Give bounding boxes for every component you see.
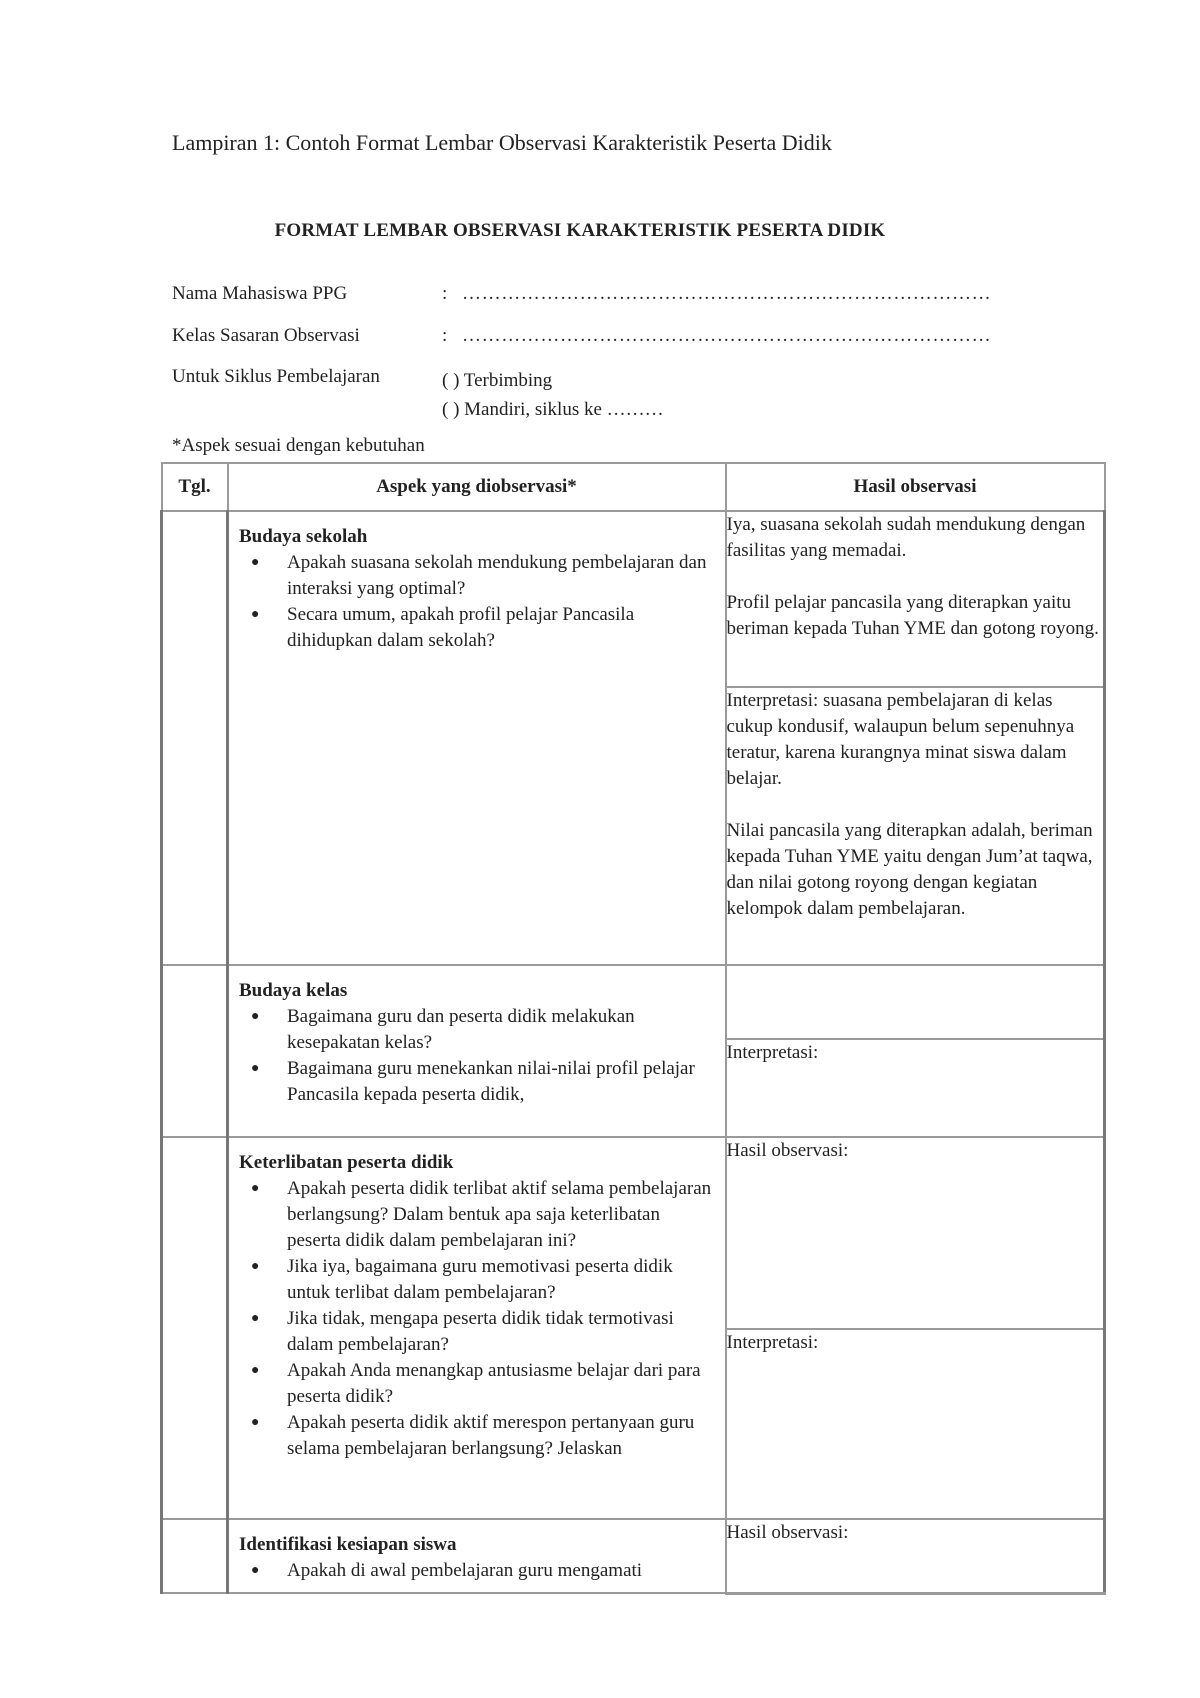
interpretation-text: Interpretasi: xyxy=(726,1332,819,1353)
column-header-hasil: Hasil observasi xyxy=(726,463,1105,511)
section-heading: Budaya kelas xyxy=(239,980,348,1001)
bullet-icon: ● xyxy=(251,1009,260,1024)
result-text: Profil pelajar pancasila yang diterapkan yaitu beriman kepada Tuhan YME dan gotong royong. xyxy=(726,592,1099,639)
result-text: Iya, suasana sekolah sudah mendukung dengan fasilitas yang memadai. xyxy=(726,514,1086,561)
result-cell xyxy=(726,1137,1105,1329)
section-heading: Keterlibatan peserta didik xyxy=(239,1152,454,1173)
field-blank-kelas: ……………………………………………………………………… xyxy=(462,325,992,346)
aspect-cell xyxy=(228,965,726,1137)
bullet-icon: ● xyxy=(251,1181,260,1196)
aspect-cell xyxy=(228,1519,726,1593)
result-cell xyxy=(726,511,1105,687)
option-terbimbing: ( ) Terbimbing xyxy=(442,370,553,391)
list-item: ● Secara umum, apakah profil pelajar Pancasila dihidupkan dalam sekolah? xyxy=(251,604,635,651)
interpretation-text: Interpretasi: xyxy=(726,1042,819,1063)
result-text: Hasil observasi: xyxy=(726,1140,849,1161)
section-heading: Identifikasi kesiapan siswa xyxy=(239,1534,457,1555)
document-title: FORMAT LEMBAR OBSERVASI KARAKTERISTIK PESERTA DIDIK xyxy=(274,220,886,241)
result-cell xyxy=(726,965,1105,1039)
interpretation-cell xyxy=(726,687,1105,965)
field-colon: : xyxy=(442,283,448,304)
list-item: ● Jika iya, bagaimana guru memotivasi peserta didik untuk terlibat dalam pembelajaran? xyxy=(251,1256,673,1303)
bullet-icon: ● xyxy=(251,1259,260,1274)
aspect-cell xyxy=(228,1137,726,1519)
option-mandiri: ( ) Mandiri, siklus ke ……… xyxy=(442,399,664,420)
bullet-icon: ● xyxy=(251,1363,260,1378)
table-row xyxy=(162,1519,1105,1593)
field-label-siklus: Untuk Siklus Pembelajaran xyxy=(172,366,380,387)
list-item: ● Apakah suasana sekolah mendukung pembelajaran dan interaksi yang optimal? xyxy=(251,552,707,599)
table-row xyxy=(162,1137,1105,1329)
list-item: ● Apakah peserta didik terlibat aktif selama pembelajaran berlangsung? Dalam bentuk apa saja keterlibatan peserta didik dalam pembelajaran ini? xyxy=(251,1178,712,1251)
aspect-cell xyxy=(228,511,726,965)
result-text: Hasil observasi: xyxy=(726,1522,849,1543)
tgl-cell xyxy=(162,1137,228,1519)
interpretation-text: Nilai pancasila yang diterapkan adalah, beriman kepada Tuhan YME yaitu dengan Jum’at taqwa, dan nilai gotong royong dengan kegiatan kelompok dalam pembelajaran. xyxy=(726,820,1093,919)
field-label-kelas: Kelas Sasaran Observasi xyxy=(172,325,360,346)
table-header-row xyxy=(162,463,1105,511)
tgl-cell xyxy=(162,965,228,1137)
list-item: ● Bagaimana guru menekankan nilai-nilai profil pelajar Pancasila kepada peserta didik, xyxy=(251,1058,695,1105)
list-item: ● Jika tidak, mengapa peserta didik tidak termotivasi dalam pembelajaran? xyxy=(251,1308,674,1355)
tgl-cell xyxy=(162,511,228,965)
result-cell xyxy=(726,1519,1105,1593)
section-heading: Budaya sekolah xyxy=(239,526,368,547)
tgl-cell xyxy=(162,1519,228,1593)
aspect-note: *Aspek sesuai dengan kebutuhan xyxy=(172,435,425,456)
bullet-icon: ● xyxy=(251,1563,260,1578)
interpretation-cell xyxy=(726,1039,1105,1137)
field-label-nama: Nama Mahasiswa PPG xyxy=(172,283,348,304)
interpretation-text: Interpretasi: suasana pembelajaran di kelas cukup kondusif, walaupun belum sepenuhnya teratur, karena kurangnya minat siswa dalam belajar. xyxy=(726,690,1075,789)
column-header-aspek: Aspek yang diobservasi* xyxy=(228,463,726,511)
column-header-tgl: Tgl. xyxy=(162,463,228,511)
bullet-icon: ● xyxy=(251,1061,260,1076)
bullet-icon: ● xyxy=(251,607,260,622)
bullet-icon: ● xyxy=(251,1311,260,1326)
field-colon: : xyxy=(442,325,448,346)
list-item: ● Bagaimana guru dan peserta didik melakukan kesepakatan kelas? xyxy=(251,1006,635,1053)
table-row xyxy=(162,511,1105,687)
appendix-caption: Lampiran 1: Contoh Format Lembar Observasi Karakteristik Peserta Didik xyxy=(172,130,832,155)
bullet-icon: ● xyxy=(251,1415,260,1430)
interpretation-cell xyxy=(726,1329,1105,1519)
observation-table xyxy=(160,462,1106,1595)
list-item: ● Apakah peserta didik aktif merespon pertanyaan guru selama pembelajaran berlangsung? Jelaskan xyxy=(251,1412,695,1459)
list-item: ● Apakah di awal pembelajaran guru mengamati xyxy=(287,1558,715,1584)
field-blank-nama: ……………………………………………………………………… xyxy=(462,283,992,304)
bullet-icon: ● xyxy=(251,555,260,570)
table-row xyxy=(162,965,1105,1039)
list-item: ● Apakah Anda menangkap antusiasme belajar dari para peserta didik? xyxy=(251,1360,701,1407)
